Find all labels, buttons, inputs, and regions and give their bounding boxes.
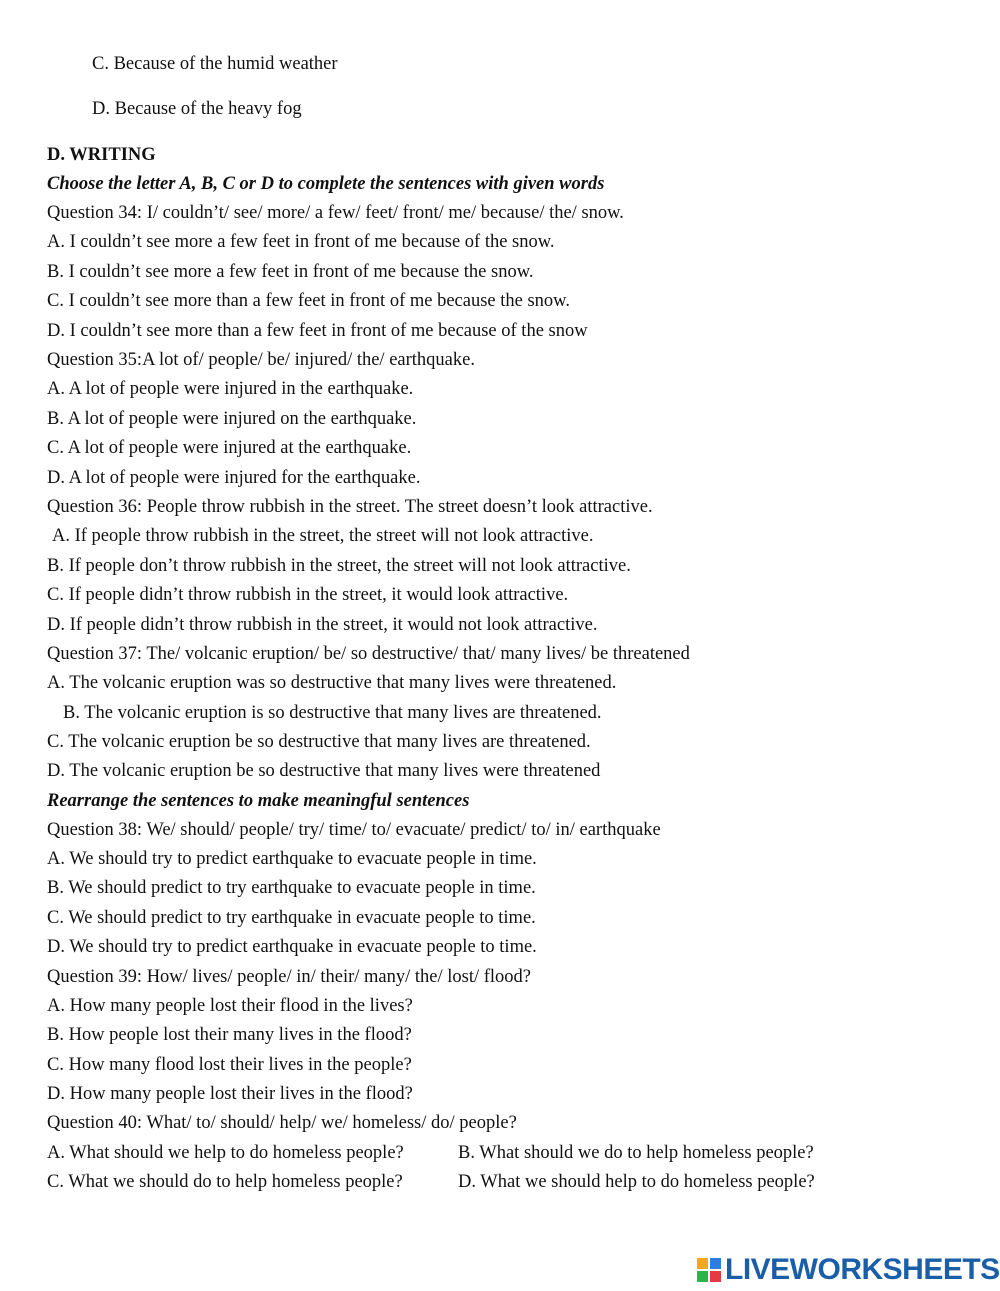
q38-prompt: Question 38: We/ should/ people/ try/ time/ to/ evacuate/ predict/ to/ in/ earthquake <box>47 820 661 840</box>
q37-option-b: B. The volcanic eruption is so destructive that many lives are threatened. <box>63 703 602 723</box>
q40-option-d: D. What we should help to do homeless people? <box>458 1172 815 1192</box>
q34-option-b: B. I couldn’t see more a few feet in front of me because the snow. <box>47 262 534 282</box>
q39-option-d: D. How many people lost their lives in the flood? <box>47 1084 413 1104</box>
q38-option-a: A. We should try to predict earthquake to evacuate people in time. <box>47 849 537 869</box>
logo-square-blue <box>710 1258 721 1269</box>
section-letter: D <box>47 145 61 165</box>
q35-option-b: B. A lot of people were injured on the earthquake. <box>47 409 417 429</box>
liveworksheets-brand[interactable] <box>697 1255 1000 1285</box>
logo-square-orange <box>697 1258 708 1269</box>
q34-prompt: Question 34: I/ couldn’t/ see/ more/ a few/ feet/ front/ me/ because/ the/ snow. <box>47 203 624 223</box>
logo-square-green <box>697 1271 708 1282</box>
q37-option-a: A. The volcanic eruption was so destructive that many lives were threatened. <box>47 673 617 693</box>
q36-option-d: D. If people didn’t throw rubbish in the street, it would not look attractive. <box>47 615 598 635</box>
q34-option-c: C. I couldn’t see more than a few feet in front of me because the snow. <box>47 291 570 311</box>
q39-option-b: B. How people lost their many lives in the flood? <box>47 1025 412 1045</box>
instruction-choose: Choose the letter A, B, C or D to complete the sentences with given words <box>47 174 605 194</box>
q37-option-c: C. The volcanic eruption be so destructive that many lives are threatened. <box>47 732 591 752</box>
q36-option-b: B. If people don’t throw rubbish in the street, the street will not look attractive. <box>47 556 631 576</box>
q35-option-a: A. A lot of people were injured in the earthquake. <box>47 379 414 399</box>
brand-name: LIVEWORKSHEETS <box>725 1253 1000 1286</box>
q36-option-c: C. If people didn’t throw rubbish in the street, it would look attractive. <box>47 585 569 605</box>
q35-option-d: D. A lot of people were injured for the earthquake. <box>47 468 421 488</box>
q35-option-c: C. A lot of people were injured at the earthquake. <box>47 438 412 458</box>
q39-option-c: C. How many flood lost their lives in the people? <box>47 1055 412 1075</box>
q34-option-a: A. I couldn’t see more a few feet in front of me because of the snow. <box>47 232 555 252</box>
liveworksheets-logo-icon <box>697 1258 721 1282</box>
q35-prompt: Question 35:A lot of/ people/ be/ injured/ the/ earthquake. <box>47 350 475 370</box>
logo-square-red <box>710 1271 721 1282</box>
section-heading <box>47 144 156 166</box>
q40-option-b: B. What should we do to help homeless people? <box>458 1143 814 1163</box>
q40-option-c: C. What we should do to help homeless people? <box>47 1172 403 1192</box>
q40-option-a: A. What should we help to do homeless people? <box>47 1143 404 1163</box>
instruction-rearrange: Rearrange the sentences to make meaningful sentences <box>47 791 470 811</box>
q39-prompt: Question 39: How/ lives/ people/ in/ their/ many/ the/ lost/ flood? <box>47 967 532 987</box>
q38-option-d: D. We should try to predict earthquake in evacuate people to time. <box>47 937 537 957</box>
q36-prompt: Question 36: People throw rubbish in the street. The street doesn’t look attractive. <box>47 497 653 517</box>
q34-option-d: D. I couldn’t see more than a few feet in front of me because of the snow <box>47 321 588 341</box>
q38-option-c: C. We should predict to try earthquake in evacuate people to time. <box>47 908 536 928</box>
q33-option-d: D. Because of the heavy fog <box>92 99 302 119</box>
q40-prompt: Question 40: What/ to/ should/ help/ we/ homeless/ do/ people? <box>47 1113 517 1133</box>
section-title: . WRITING <box>60 145 156 165</box>
q38-option-b: B. We should predict to try earthquake to evacuate people in time. <box>47 878 536 898</box>
q37-prompt: Question 37: The/ volcanic eruption/ be/ so destructive/ that/ many lives/ be threatened <box>47 644 690 664</box>
q33-option-c: C. Because of the humid weather <box>92 54 338 74</box>
q37-option-d: D. The volcanic eruption be so destructive that many lives were threatened <box>47 761 601 781</box>
q39-option-a: A. How many people lost their flood in the lives? <box>47 996 413 1016</box>
q36-option-a: A. If people throw rubbish in the street, the street will not look attractive. <box>52 526 594 546</box>
